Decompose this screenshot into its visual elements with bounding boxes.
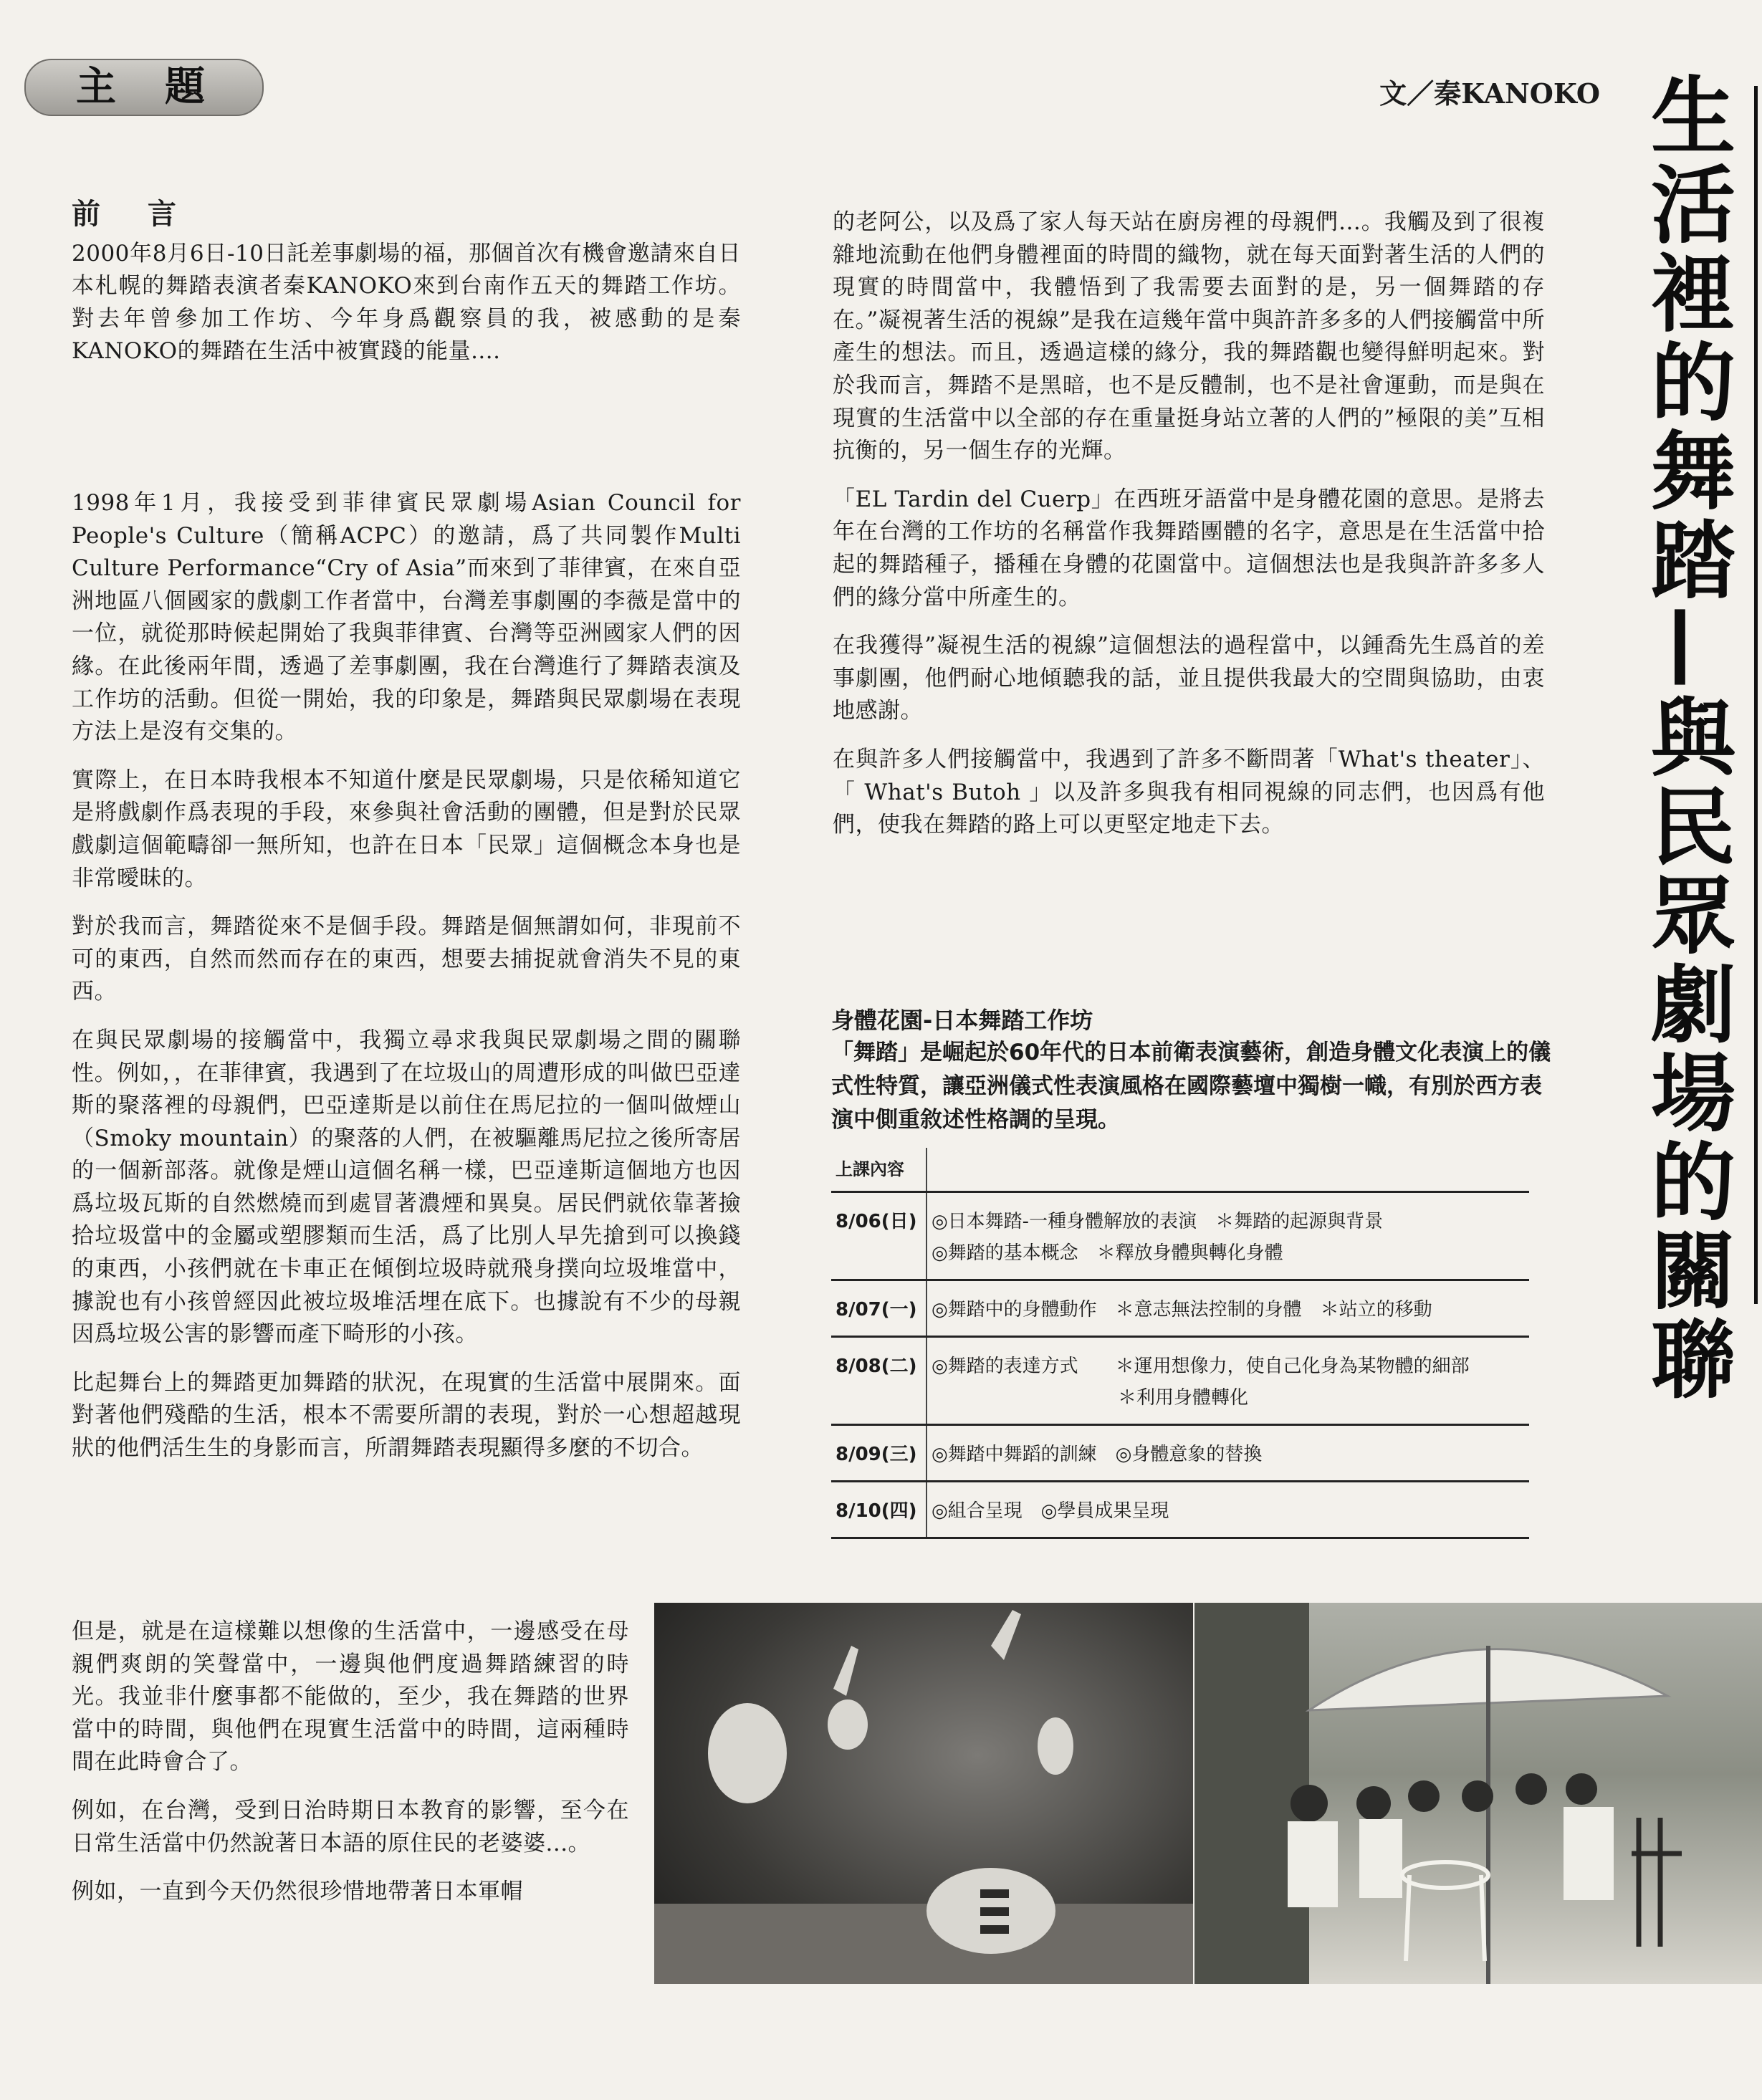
intro-block (72, 198, 741, 368)
paragraph: 的老阿公，以及爲了家人每天站在廚房裡的母親們...。我觸及到了很複雜地流動在他們身體裡面的時間的織物，就在每天面對著生活的人們的現實的時間當中，我體悟到了我需要去面對的是，另一個舞踏的存在。”凝視著生活的視線”是我在這幾年當中與許許多多的人們接觸當中所產生的想法。而且，透過這樣的緣分，我的舞踏觀也變得鮮明起來。對於我而言，舞踏不是黑暗，也不是反體制，也不是社會運動，而是與在現實的生活當中以全部的存在重量挺身站立著的人們的”極限的美”互相抗衡的，另一個生存的光輝。 (833, 209, 1545, 464)
schedule-item: ◎舞踏中舞蹈的訓練 ◎身體意象的替換 (932, 1444, 1263, 1465)
column-1 (72, 487, 741, 1481)
workshop-box (831, 1005, 1562, 1137)
schedule-row (831, 1337, 1529, 1425)
article-title: 生活裡的舞踏—與民眾劇場的關聯 (1637, 72, 1735, 1404)
schedule-row (831, 1280, 1529, 1337)
schedule-row (831, 1425, 1529, 1482)
section-tag: 主題 (24, 59, 264, 116)
schedule-row (831, 1482, 1529, 1538)
column-1-bottom (72, 1616, 629, 1924)
schedule-row (831, 1192, 1529, 1280)
edge-rule (1754, 86, 1758, 1304)
paragraph: 對於我而言，舞踏從來不是個手段。舞踏是個無謂如何，非現前不可的東西，自然而然而存在的東西，想要去捕捉就會消失不見的東西。 (72, 914, 741, 1005)
schedule-item: ◎舞踏的表達方式 ＊運用想像力，使自己化身為某物體的細部 (932, 1356, 1470, 1377)
schedule-date: 8/07(一) (831, 1280, 927, 1337)
schedule-header-row (831, 1148, 1529, 1192)
byline: 文／秦KANOKO (1379, 77, 1600, 110)
schedule-header: 上課內容 (831, 1148, 927, 1192)
paragraph: 1998年1月，我接受到菲律賓民眾劇場Asian Council for People's Culture（簡稱ACPC）的邀請，爲了共同製作Multi Culture Performance“Cry of Asia”而來到了菲律賓，在來自亞洲地區八個國家的戲劇工作者當中，台灣差事劇團的李薇是當中的一位，就從那時候起開始了我與菲律賓、台灣等亞洲國家人們的因緣。在此後兩年間，透過了差事劇團，我在台灣進行了舞踏表演及工作坊的活動。但從一開始，我的印象是，舞踏與民眾劇場在表現方法上是沒有交集的。 (72, 490, 741, 745)
schedule-table (831, 1148, 1529, 1539)
intro-text: 2000年8月6日-10日託差事劇場的福，那個首次有機會邀請來自日本札幌的舞踏表演者秦KANOKO來到台南作五天的舞踏工作坊。對去年曾參加工作坊、今年身爲觀察員的我，被感動的是秦KANOKO的舞踏在生活中被實踐的能量.... (72, 240, 741, 365)
schedule-date: 8/06(日) (831, 1192, 927, 1280)
paragraph: 比起舞台上的舞踏更加舞踏的狀況，在現實的生活當中展開來。面對著他們殘酷的生活，根本不需要所謂的表現，對於一心想超越現狀的他們活生生的身影而言，所謂舞踏表現顯得多麼的不切合。 (72, 1369, 741, 1462)
schedule-date: 8/09(三) (831, 1425, 927, 1482)
umbrella-group-photo (1194, 1603, 1762, 1984)
schedule-item: ＊利用身體轉化 (932, 1387, 1249, 1409)
paragraph: 在與民眾劇場的接觸當中，我獨立尋求我與民眾劇場之間的關聯性。例如，，在菲律賓，我遇到了在垃圾山的周遭形成的叫做巴亞達斯的聚落裡的母親們，巴亞達斯是以前住在馬尼拉的一個叫做煙山（Smoky mountain）的聚落的人們，在被驅離馬尼拉之後所寄居的一個新部落。就像是煙山這個名稱一樣，巴亞達斯這個地方也因爲垃圾瓦斯的自然燃燒而到處冒著濃煙和異臭。居民們就依靠著撿拾垃圾當中的金屬或塑膠類而生活，爲了比別人早先搶到可以換錢的東西，小孩們就在卡車正在傾倒垃圾時就飛身撲向垃圾堆當中，據說也有小孩曾經因此被垃圾堆活埋在底下。也據說有不少的母親因爲垃圾公害的影響而產下畸形的小孩。 (72, 1027, 741, 1348)
paragraph: 但是，就是在這樣難以想像的生活當中，一邊感受在母親們爽朗的笑聲當中，一邊與他們度過舞踏練習的時光。我並非什麼事都不能做的，至少，我在舞踏的世界當中的時間，與他們在現實生活當中的時間，這兩種時間在此時會合了。 (72, 1619, 629, 1775)
dancers-photo (654, 1603, 1193, 1984)
schedule-date: 8/10(四) (831, 1482, 927, 1538)
intro-heading: 前 言 (72, 197, 195, 231)
paragraph: 「EL Tardin del Cuerp」在西班牙語當中是身體花園的意思。是將去年在台灣的工作坊的名稱當作我舞踏團體的名字，意思是在生活當中拾起的舞踏種子，播種在身體的花園當中。這個想法也是我與許許多多人們的緣分當中所產生的。 (833, 486, 1545, 610)
schedule-item: ◎組合呈現 ◎學員成果呈現 (932, 1500, 1169, 1522)
column-2 (833, 206, 1545, 858)
schedule-date: 8/08(二) (831, 1337, 927, 1425)
paragraph: 實際上，在日本時我根本不知道什麼是民眾劇場，只是依稀知道它是將戲劇作爲表現的手段，來參與社會活動的團體，但是對於民眾戲劇這個範疇卻一無所知，也許在日本「民眾」這個概念本身也是非常曖昧的。 (72, 767, 741, 891)
workshop-description: 「舞踏」是崛起於60年代的日本前衛表演藝術，創造身體文化表演上的儀式性特質，讓亞洲儀式性表演風格在國際藝壇中獨樹一幟，有別於西方表演中側重敘述性格調的呈現。 (831, 1040, 1551, 1133)
paragraph: 例如，一直到今天仍然很珍惜地帶著日本軍帽 (72, 1879, 523, 1905)
paragraph: 在與許多人們接觸當中，我遇到了許多不斷問著「What's theater」、「 What's Butoh 」以及許多與我有相同視線的同志們，也因爲有他們，使我在舞踏的路上可以更堅定地走下去。 (833, 746, 1545, 838)
schedule-item: ◎日本舞踏-一種身體解放的表演 ＊舞踏的起源與背景 (932, 1211, 1384, 1232)
schedule-item: ◎舞踏中的身體動作 ＊意志無法控制的身體 ＊站立的移動 (932, 1299, 1432, 1320)
paragraph: 在我獲得”凝視生活的視線”這個想法的過程當中，以鍾喬先生爲首的差事劇團，他們耐心地傾聽我的話，並且提供我最大的空間與協助，由衷地感謝。 (833, 633, 1545, 724)
workshop-title: 身體花園-日本舞踏工作坊 (831, 1007, 1093, 1034)
schedule-item: ◎舞踏的基本概念 ＊釋放身體與轉化身體 (932, 1242, 1283, 1264)
paragraph: 例如，在台灣，受到日治時期日本教育的影響，至今在日常生活當中仍然說著日本語的原住民的老婆婆...。 (72, 1797, 629, 1856)
